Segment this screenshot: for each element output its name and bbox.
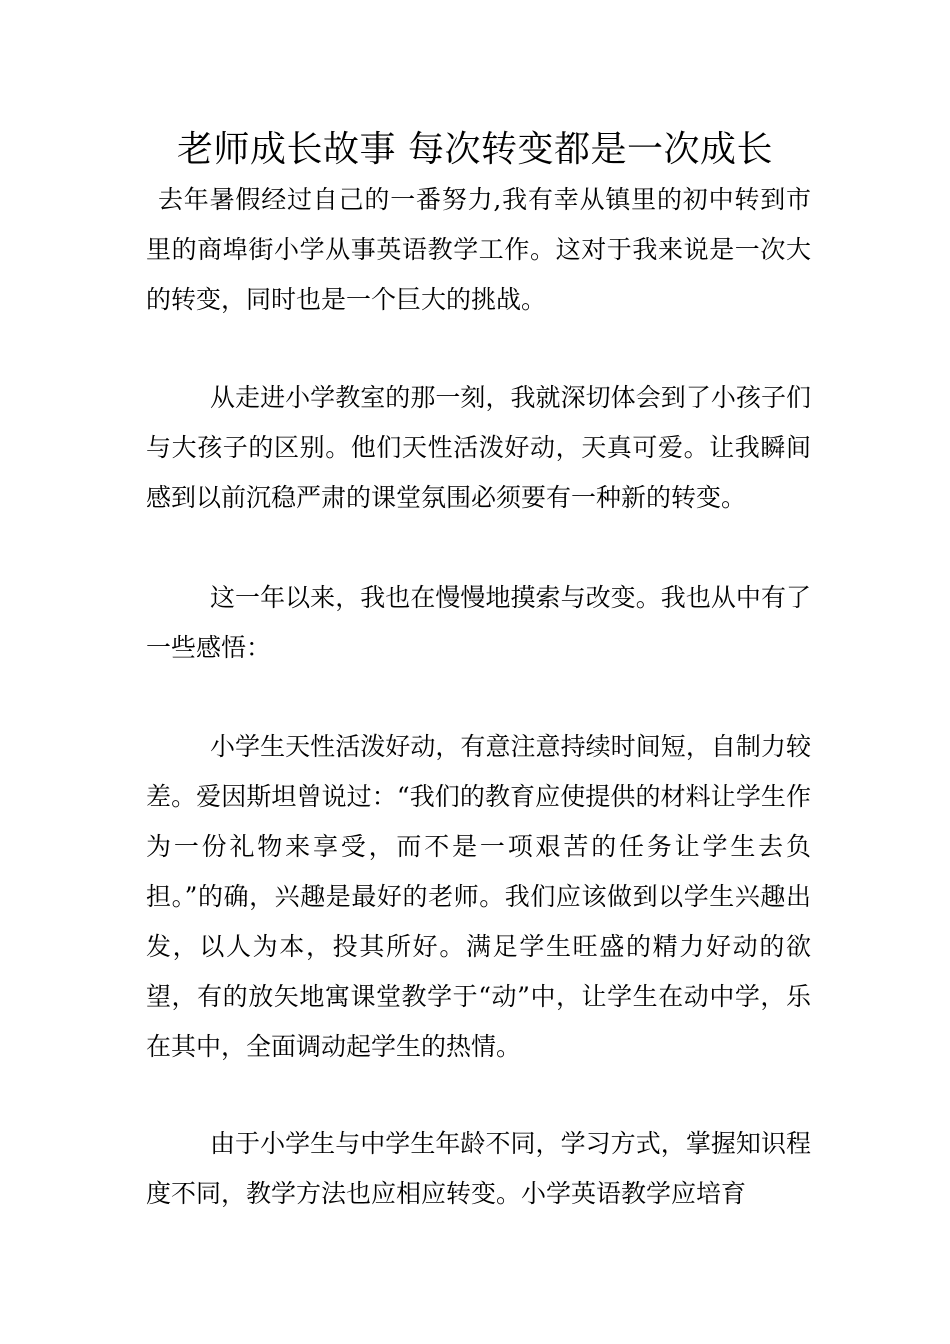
document-title: 老师成长故事 每次转变都是一次成长 xyxy=(177,129,773,170)
paragraph-3: 这一年以来，我也在慢慢地摸索与改变。我也从中有了一些感悟： xyxy=(146,583,811,662)
paragraph-2: 从走进小学教室的那一刻，我就深切体会到了小孩子们与大孩子的区别。他们天性活泼好动，天真可爱。让我瞬间感到以前沉稳严肃的课堂氛围必须要有一种新的转变。 xyxy=(146,383,811,512)
paragraph-4: 小学生天性活泼好动，有意注意持续时间短，自制力较差。爱因斯坦曾说过：“我们的教育应使提供的材料让学生作为一份礼物来享受，而不是一项艰苦的任务让学生去负担。”的确，兴趣是最好的老师。我们应该做到以学生兴趣出发，以人为本，投其所好。满足学生旺盛的精力好动的欲望，有的放矢地寓课堂教学于“动”中，让学生在动中学，乐在其中，全面调动起学生的热情。 xyxy=(146,732,811,1061)
paragraph-5: 由于小学生与中学生年龄不同，学习方式，掌握知识程度不同，教学方法也应相应转变。小学英语教学应培育 xyxy=(146,1129,811,1208)
paragraph-1: 去年暑假经过自己的一番努力,我有幸从镇里的初中转到市里的商埠街小学从事英语教学工作。这对于我来说是一次大的转变，同时也是一个巨大的挑战。 xyxy=(146,185,811,314)
